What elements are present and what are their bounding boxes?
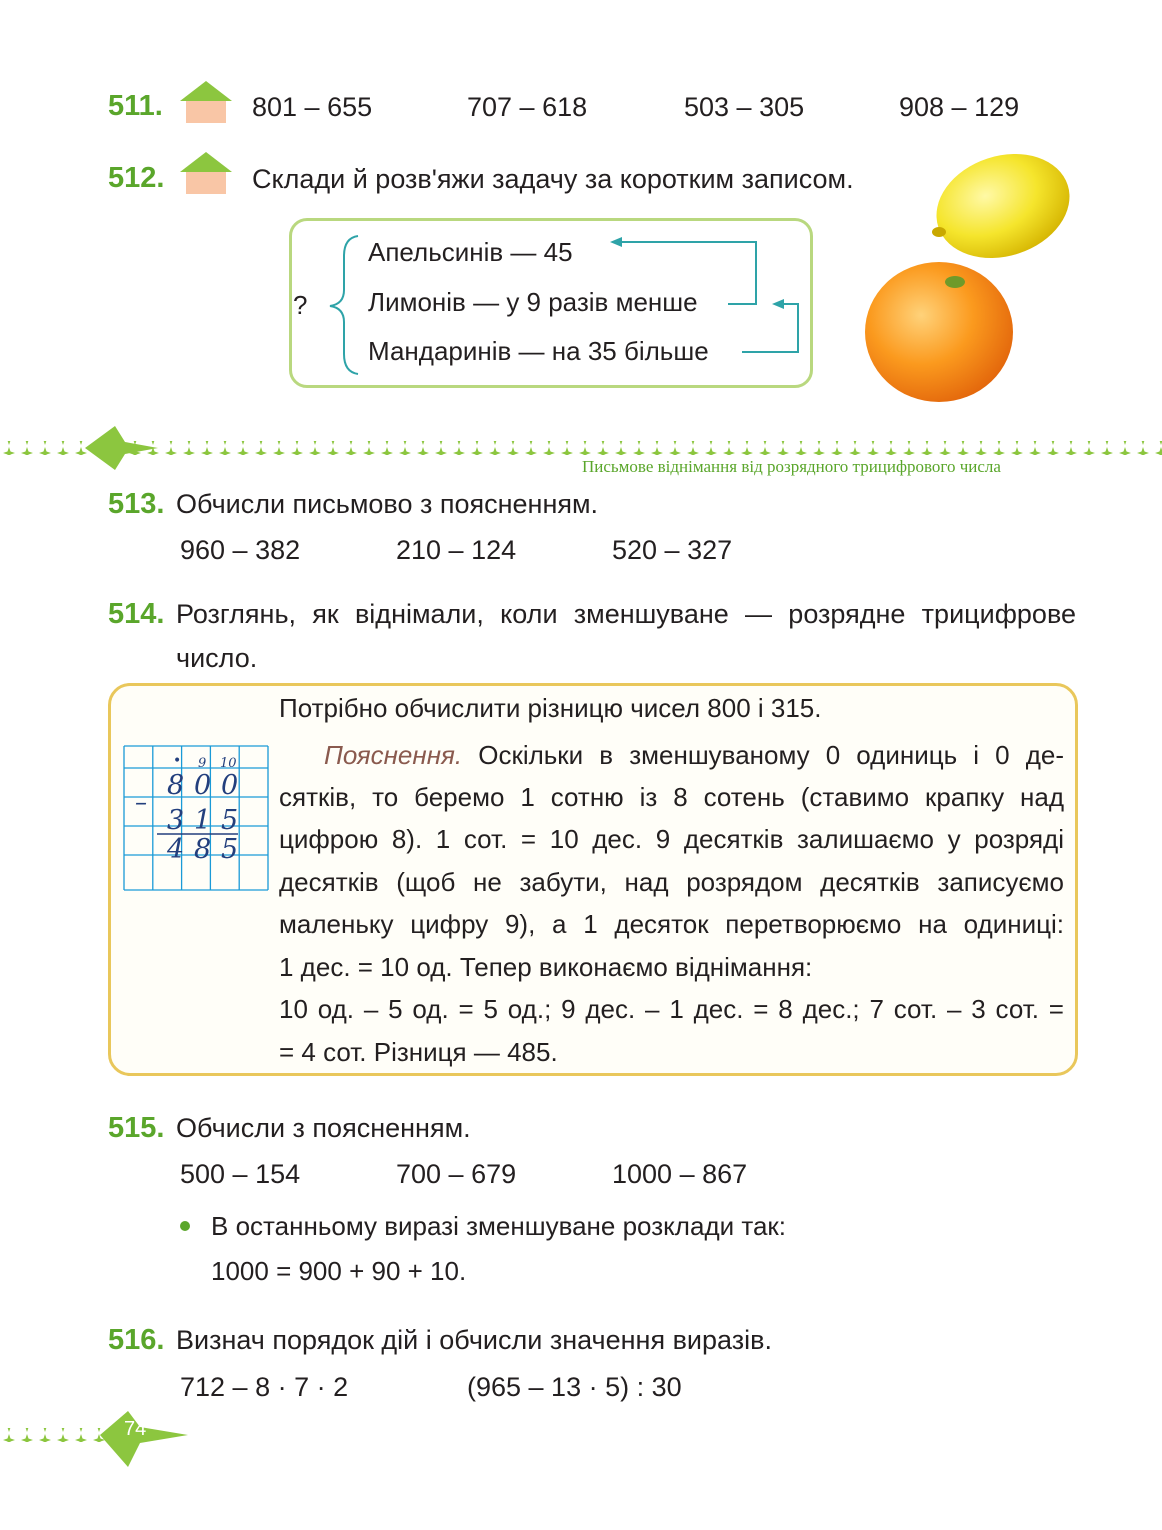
expression: 520 – 327: [612, 535, 733, 565]
exercise-515-number: 515.: [108, 1112, 165, 1144]
notation-line-tangerines: Мандаринів — на 35 більше: [368, 336, 709, 366]
written-subtraction-grid: [123, 745, 269, 891]
explanation-line: [324, 734, 1064, 777]
expression: 500 – 154: [180, 1159, 301, 1189]
exercise-514-task-line: число.: [176, 643, 258, 673]
expression: 712 – 8 · 7 · 2: [180, 1372, 349, 1402]
digit: 0: [221, 770, 239, 801]
expression: 210 – 124: [396, 535, 517, 565]
explanation-line: десятків (щоб не забути, над розрядом десятків записуємо: [279, 867, 1064, 897]
section-caption: Письмове віднімання від розрядного трицифрового числа: [582, 457, 1001, 476]
digit: 8: [194, 834, 212, 865]
expression: 707 – 618: [467, 92, 588, 122]
exercise-512-task: Склади й розв'яжи задачу за коротким записом.: [252, 164, 854, 194]
expression: 700 – 679: [396, 1159, 517, 1189]
explanation-line: 1 дес. = 10 од. Тепер виконаємо віднімання:: [279, 952, 813, 982]
bullet-icon: [180, 1221, 190, 1231]
notation-line-lemons: Лимонів — у 9 разів менше: [368, 287, 698, 317]
digit: 1: [194, 805, 212, 836]
lemon-icon: [925, 150, 1075, 265]
small-digit-10: 10: [220, 756, 237, 771]
digit: 5: [221, 805, 239, 836]
small-digit-9: 9: [198, 756, 207, 771]
explanation-line: цифрою 8). 1 сот. = 10 дес. 9 десятків залишаємо у розряді: [279, 824, 1064, 854]
exercise-515-task: Обчисли з поясненням.: [176, 1113, 471, 1143]
borrow-dot: •: [173, 753, 182, 769]
curly-brace: [322, 234, 362, 376]
digit: 5: [221, 834, 239, 865]
expression: 801 – 655: [252, 92, 373, 122]
exercise-513-number: 513.: [108, 488, 165, 520]
expression: (965 – 13 · 5) : 30: [467, 1372, 682, 1402]
orange-icon: [862, 260, 1017, 405]
relation-arrows: [600, 228, 810, 368]
box-title: Потрібно обчислити різницю чисел 800 і 315.: [279, 693, 822, 723]
explanation-label: Пояснення.: [324, 740, 463, 770]
minus-sign: –: [135, 788, 147, 816]
exercise-513-task: Обчисли письмово з поясненням.: [176, 489, 599, 519]
explanation-line: = 4 сот. Різниця — 485.: [279, 1037, 558, 1067]
digit: 0: [194, 770, 212, 801]
page-number-ornament: [0, 1405, 200, 1470]
exercise-516-number: 516.: [108, 1324, 165, 1356]
bullet-text: В останньому виразі зменшуване розклади так:: [211, 1211, 787, 1241]
explanation-line: сятків, то беремо 1 сотню із 8 сотень (ставимо крапку над: [279, 782, 1064, 812]
expression: 908 – 129: [899, 92, 1020, 122]
explanation-text: Оскільки в зменшуваному 0 одиниць і 0 де-: [478, 740, 1064, 770]
expression: 503 – 305: [684, 92, 805, 122]
homework-house-icon: [180, 150, 232, 196]
expression: 960 – 382: [180, 535, 301, 565]
digit: 8: [167, 770, 185, 801]
exercise-512-number: 512.: [108, 162, 165, 194]
notation-line-oranges: Апельсинів — 45: [368, 237, 573, 267]
exercise-514-task-line: Розглянь, як віднімали, коли зменшуване — розрядне трицифрове: [176, 599, 1076, 629]
exercise-516-task: Визнач порядок дій і обчисли значення виразів.: [176, 1325, 772, 1355]
exercise-511-number: 511.: [108, 90, 163, 122]
digit: 4: [167, 834, 185, 865]
exercise-514-number: 514.: [108, 598, 165, 630]
explanation-line: маленьку цифру 9), а 1 десяток перетворюємо на одиниці:: [279, 909, 1064, 939]
expression: 1000 – 867: [612, 1159, 748, 1189]
homework-house-icon: [180, 79, 232, 125]
page-number: 74: [124, 1418, 147, 1440]
bullet-text: 1000 = 900 + 90 + 10.: [211, 1256, 467, 1286]
explanation-line: 10 од. – 5 од. = 5 од.; 9 дес. – 1 дес. = 8 дес.; 7 сот. – 3 сот. =: [279, 994, 1064, 1024]
question-mark: ?: [293, 290, 308, 320]
digit: 3: [167, 805, 185, 836]
